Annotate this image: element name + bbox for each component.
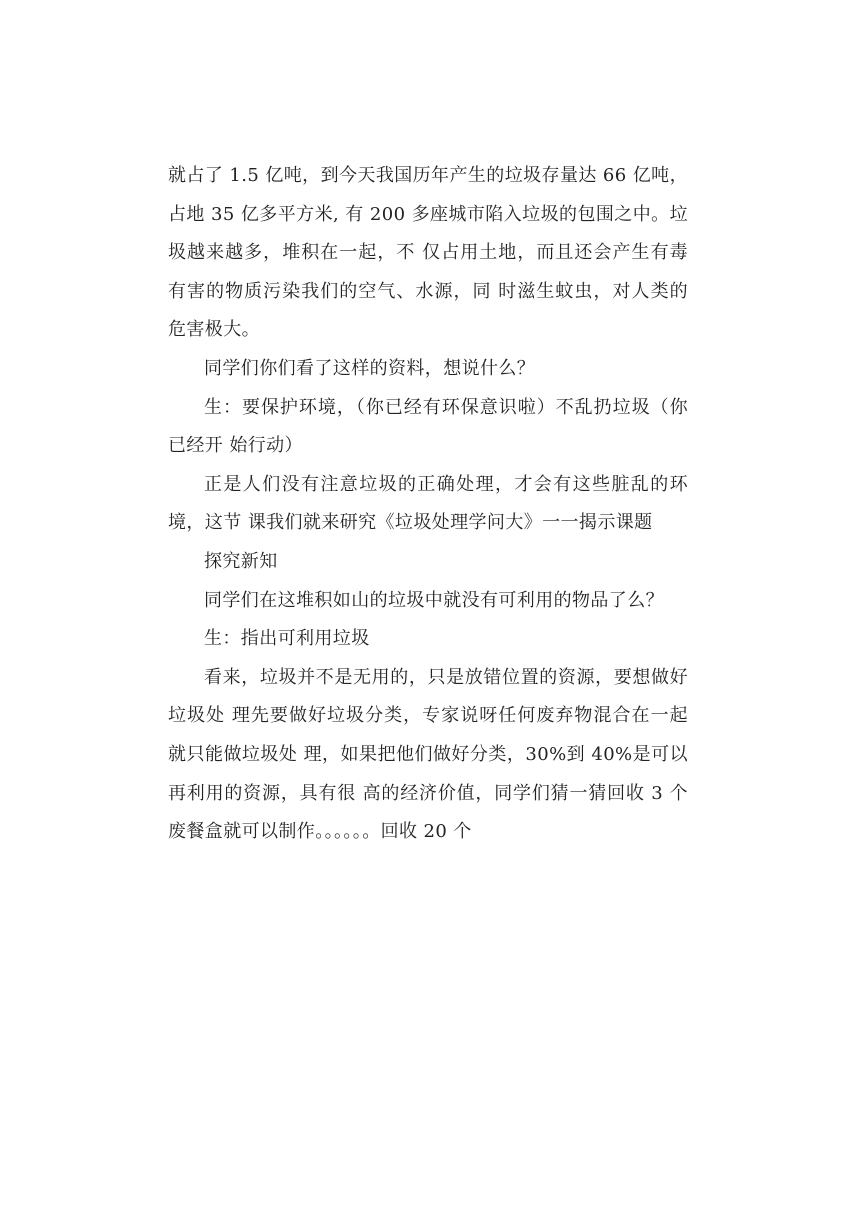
- document-body: [168, 157, 688, 852]
- paragraph-reusable-question: 同学们在这堆积如山的垃圾中就没有可利用的物品了么？: [204, 589, 664, 611]
- paragraph-student-point: 生：指出可利用垃圾: [204, 628, 370, 650]
- paragraph-sorting-value: 看来，垃圾并不是无用的，只是放错位置的资源，要想做好垃圾处 理先要做好垃圾分类，专家说呀任何废弃物混合在一起就只能做垃圾处 理，如果把他们做好分类，30%到 40%是可以再利用的资源，具有很 高的经济价值，同学们猜一猜回收 3 个废餐盒就可以制作。。。。。。回收 20 个: [168, 666, 688, 843]
- section-heading-explore: 探究新知: [204, 550, 278, 572]
- paragraph-student-answer: 生：要保护环境，（你已经有环保意识啦）不乱扔垃圾（你已经开 始行动）: [168, 396, 688, 457]
- paragraph-garbage-statistics: 就占了 1.5 亿吨，到今天我国历年产生的垃圾存量达 66 亿吨，占地 35 亿多平方米, 有 200 多座城市陷入垃圾的包围之中。垃圾越来越多，堆积在一起，不 仅占用土地，而且还会产生有毒有害的物质污染我们的空气、水源，同 时滋生蚊虫，对人类的危害极大。: [168, 165, 688, 341]
- paragraph-topic-intro: 正是人们没有注意垃圾的正确处理，才会有这些脏乱的环境，这节 课我们就来研究《垃圾处理学问大》一一揭示课题: [168, 473, 688, 534]
- paragraph-teacher-question: 同学们你们看了这样的资料，想说什么？: [204, 357, 536, 379]
